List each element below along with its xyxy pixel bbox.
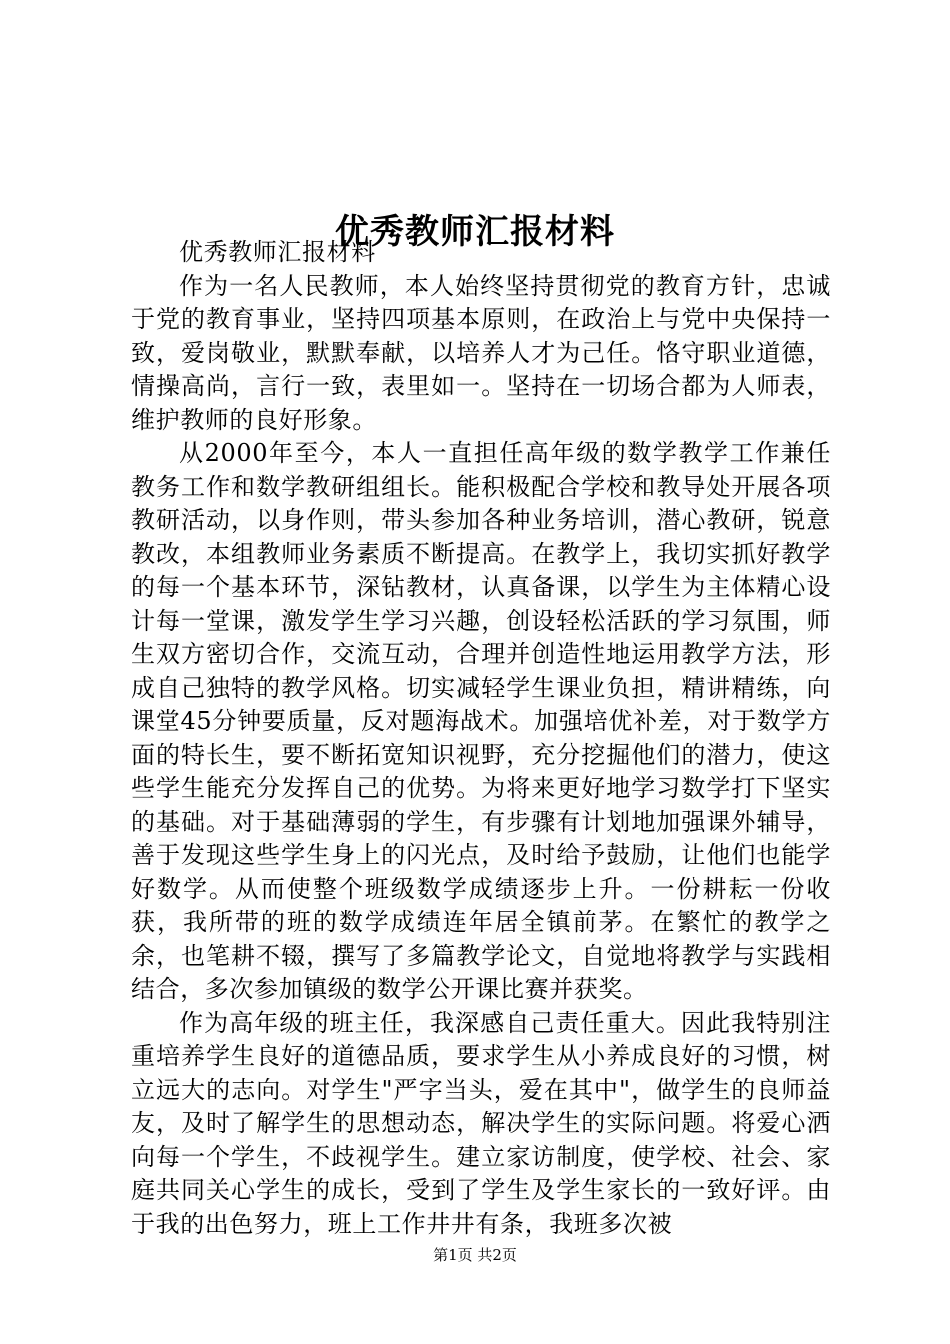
paragraph-subtitle: 优秀教师汇报材料 — [179, 238, 376, 266]
page-footer: 第1页 共2页 — [433, 1246, 517, 1264]
document-body — [131, 236, 831, 1241]
paragraph-1: 作为一名人民教师，本人始终坚持贯彻党的教育方针，忠诚于党的教育事业，坚持四项基本原则，在政治上与党中央保持一致，爱岗敬业，默默奉献，以培养人才为己任。恪守职业道德，情操高尚，言行一致，表里如一。坚持在一切场合都为人师表，维护教师的良好形象。 — [131, 271, 831, 434]
paragraph-2: 从2000年至今，本人一直担任高年级的数学教学工作兼任教务工作和数学教研组组长。能积极配合学校和教导处开展各项教研活动，以身作则，带头参加各种业务培训，潜心教研，锐意教改，本组教师业务素质不断提高。在教学上，我切实抓好教学的每一个基本环节，深钻教材，认真备课，以学生为主体精心设计每一堂课，激发学生学习兴趣，创设轻松活跃的学习氛围，师生双方密切合作，交流互动，合理并创造性地运用教学方法，形成自己独特的教学风格。切实减轻学生课业负担，精讲精练，向课堂45分钟要质量，反对题海战术。加强培优补差，对于数学方面的特长生，要不断拓宽知识视野，充分挖掘他们的潜力，使这些学生能充分发挥自己的优势。为将来更好地学习数学打下坚实的基础。对于基础薄弱的学生，有步骤有计划地加强课外辅导，善于发现这些学生身上的闪光点，及时给予鼓励，让他们也能学好数学。从而使整个班级数学成绩逐步上升。一份耕耘一份收获，我所带的班的数学成绩连年居全镇前茅。在繁忙的教学之余，也笔耕不辍，撰写了多篇教学论文，自觉地将教学与实践相结合，多次参加镇级的数学公开课比赛并获奖。 — [131, 439, 831, 1003]
document-title: 优秀教师汇报材料 — [335, 211, 615, 252]
paragraph-3: 作为高年级的班主任，我深感自己责任重大。因此我特别注重培养学生良好的道德品质，要求学生从小养成良好的习惯，树立远大的志向。对学生"严字当头，爱在其中"，做学生的良师益友，及时了解学生的思想动态，解决学生的实际问题。将爱心洒向每一个学生，不歧视学生。建立家访制度，使学校、社会、家庭共同关心学生的成长，受到了学生及学生家长的一致好评。由于我的出色努力，班上工作井井有条，我班多次被 — [131, 1008, 831, 1238]
